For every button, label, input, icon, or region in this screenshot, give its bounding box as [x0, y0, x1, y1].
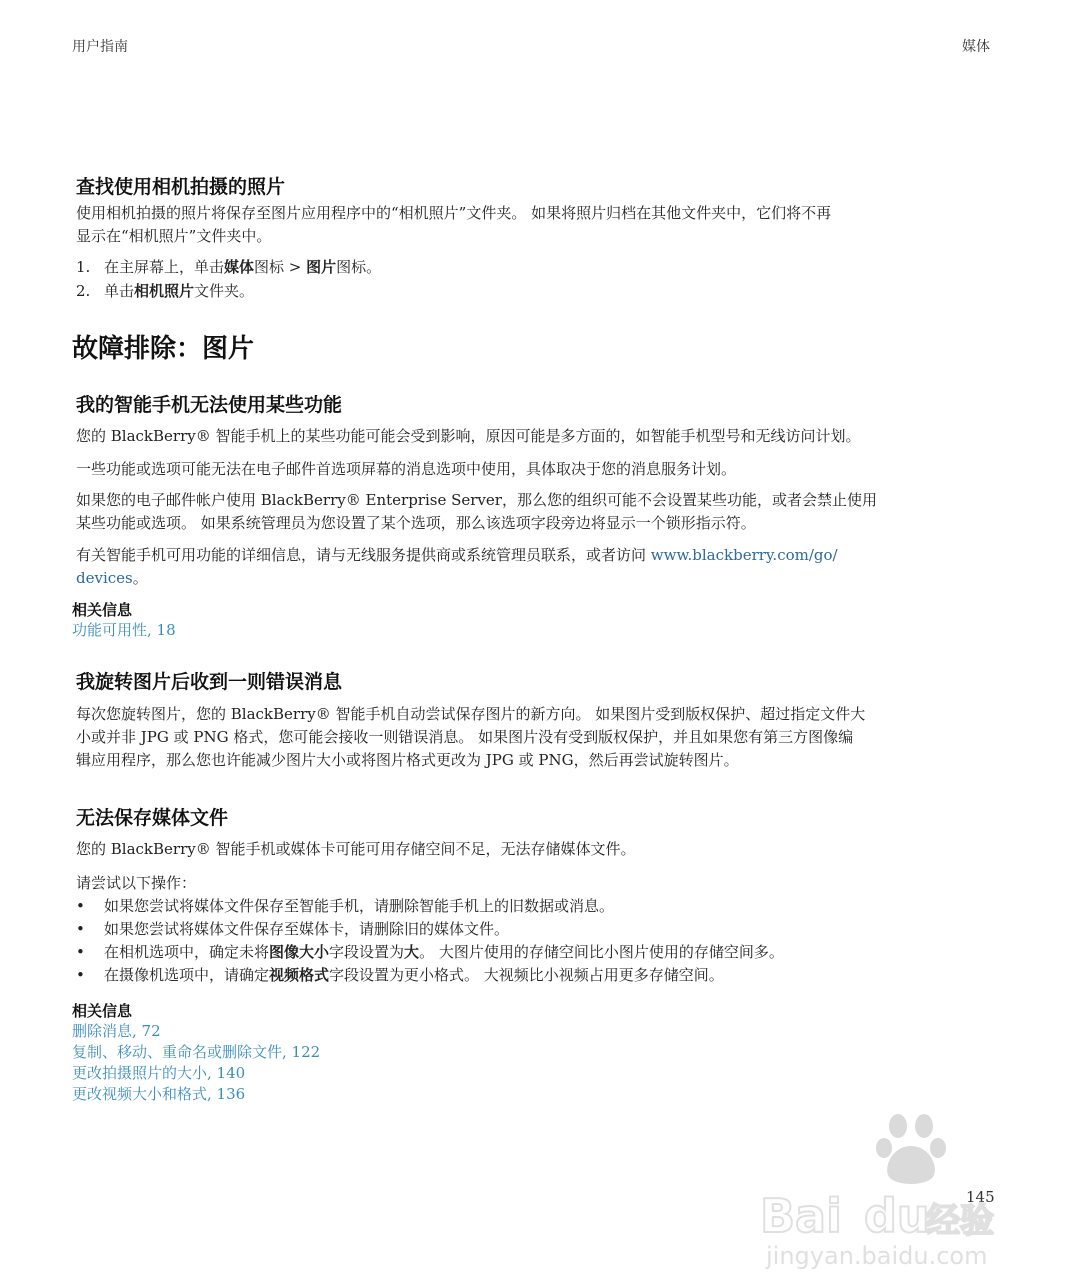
section4-p1: 您的 BlackBerry® 智能手机或媒体卡可能可用存储空间不足，无法存储媒体文件。 — [76, 840, 636, 858]
header-left: 用户指南 — [72, 39, 128, 55]
section2-p4-text: 有关智能手机可用功能的详细信息，请与无线服务提供商或系统管理员联系，或者访问 — [76, 546, 651, 564]
svg-text:Bai: Bai — [760, 1189, 842, 1243]
step-text: 单击 — [104, 282, 135, 300]
step-text: 图标 > — [254, 258, 307, 276]
bullet-text: 在摄像机选项中，请确定 — [104, 966, 270, 984]
section-title-cannot-save: 无法保存媒体文件 — [76, 807, 229, 829]
section1-line-1: 使用相机拍摄的照片将保存至图片应用程序中的“相机照片”文件夹。 如果将照片归档在其他文件夹中，它们将不再 — [76, 204, 832, 222]
bullet-text: 如果您尝试将媒体文件保存至智能手机，请删除智能手机上的旧数据或消息。 — [104, 897, 615, 915]
step-bold-media: 媒体 — [224, 258, 255, 276]
svg-text:经验: 经验 — [926, 1201, 994, 1241]
page-number: 145 — [966, 1188, 995, 1206]
section3-line-1: 每次您旋转图片，您的 BlackBerry® 智能手机自动尝试保存图片的新方向。 如果图片受到版权保护、超过指定文件大 — [76, 705, 866, 723]
blackberry-devices-link[interactable]: www.blackberry.com/go/ — [650, 546, 838, 564]
section2-p3-line-1: 如果您的电子邮件帐户使用 BlackBerry® Enterprise Server，那么您的组织可能不会设置某些功能，或者会禁止使用 — [76, 491, 877, 509]
step-text: 在主屏幕上，单击 — [104, 258, 225, 276]
related-link-photo-size[interactable]: 更改拍摄照片的大小, 140 — [72, 1064, 246, 1082]
blackberry-devices-link-cont[interactable]: devices — [76, 569, 133, 587]
section3-line-2: 小或并非 JPG 或 PNG 格式，您可能会接收一则错误消息。 如果图片没有受到版权保护，并且如果您有第三方图像编 — [76, 728, 854, 746]
svg-text:du: du — [864, 1189, 930, 1243]
section2-p4 — [76, 544, 996, 590]
related-link-delete-messages[interactable]: 删除消息, 72 — [72, 1022, 161, 1040]
bullet-bold-image-size: 图像大小 — [269, 943, 330, 961]
related-info-title-2: 相关信息 — [72, 1002, 133, 1020]
related-info-title: 相关信息 — [72, 601, 133, 619]
section2-p3-line-2: 某些功能或选项。 如果系统管理员为您设置了某个选项，那么该选项字段旁边将显示一个锁形指示符。 — [76, 514, 756, 532]
section1-paragraph — [76, 202, 996, 248]
step-number: 1. — [76, 258, 91, 276]
bullet-item-3 — [76, 941, 784, 964]
bullet-text: 在相机选项中，确定未将 — [104, 943, 270, 961]
bullet-text: 如果您尝试将媒体文件保存至媒体卡，请删除旧的媒体文件。 — [104, 920, 510, 938]
section3-paragraph — [76, 703, 996, 772]
bullet-item-4 — [76, 964, 724, 987]
bullet-icon: • — [76, 920, 85, 938]
step-1 — [76, 256, 381, 279]
section2-p3 — [76, 489, 996, 535]
bullet-bold-video-format: 视频格式 — [269, 966, 330, 984]
step-bold-pictures: 图片 — [306, 258, 337, 276]
svg-text:jingyan.baidu.com: jingyan.baidu.com — [766, 1242, 988, 1270]
section1-line-2: 显示在“相机照片”文件夹中。 — [76, 227, 272, 245]
step-2 — [76, 280, 254, 303]
step-number: 2. — [76, 282, 91, 300]
related-link-video-size[interactable]: 更改视频大小和格式, 136 — [72, 1085, 246, 1103]
bullet-item-2 — [76, 918, 509, 941]
section-title-find-photos: 查找使用相机拍摄的照片 — [76, 176, 286, 198]
section4-p2: 请尝试以下操作： — [76, 874, 197, 892]
section-title-rotate-error: 我旋转图片后收到一则错误消息 — [76, 671, 343, 693]
bullet-item-1 — [76, 895, 614, 918]
section2-p2: 一些功能或选项可能无法在电子邮件首选项屏幕的消息选项中使用，具体取决于您的消息服务计划。 — [76, 460, 737, 478]
related-link-feature-availability[interactable]: 功能可用性, 18 — [72, 621, 176, 639]
header-right: 媒体 — [962, 39, 990, 55]
bullet-text: 。 大图片使用的存储空间比小图片使用的存储空间多。 — [419, 943, 784, 961]
bullet-icon: • — [76, 897, 85, 915]
bullet-icon: • — [76, 966, 85, 984]
section-title-features: 我的智能手机无法使用某些功能 — [76, 394, 343, 416]
related-link-copy-move-files[interactable]: 复制、移动、重命名或删除文件, 122 — [72, 1043, 321, 1061]
bullet-text: 字段设置为更小格式。 大视频比小视频占用更多存储空间。 — [329, 966, 724, 984]
step-text: 文件夹。 — [194, 282, 255, 300]
bullet-bold-large: 大 — [404, 943, 420, 961]
bullet-text: 字段设置为 — [329, 943, 405, 961]
step-bold-camera-photos: 相机照片 — [134, 282, 195, 300]
step-text: 图标。 — [336, 258, 382, 276]
bullet-icon: • — [76, 943, 85, 961]
chapter-title: 故障排除：图片 — [72, 334, 255, 364]
section2-p4-end: 。 — [132, 569, 148, 587]
baidu-jingyan-watermark-logo — [756, 1112, 996, 1272]
section2-p1: 您的 BlackBerry® 智能手机上的某些功能可能会受到影响，原因可能是多方面的，如智能手机型号和无线访问计划。 — [76, 427, 861, 445]
section3-line-3: 辑应用程序，那么您也许能减少图片大小或将图片格式更改为 JPG 或 PNG，然后再尝试旋转图片。 — [76, 751, 739, 769]
